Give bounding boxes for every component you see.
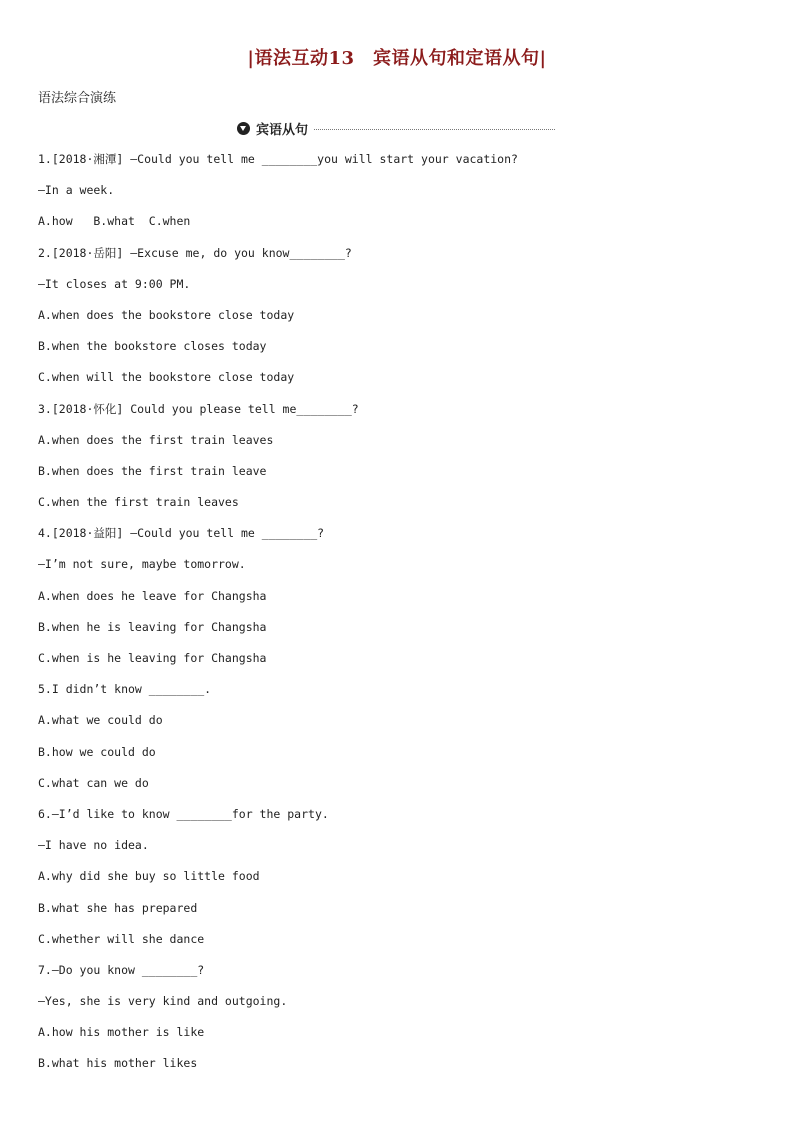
section-label: 宾语从句	[256, 122, 309, 138]
option-c: C.what can we do	[38, 775, 149, 790]
option-c: C.whether will she dance	[38, 931, 205, 946]
answer-line: —Yes, she is very kind and outgoing.	[38, 994, 288, 1009]
answer-line: —In a week.	[38, 183, 115, 198]
question-line: 6.—I’d like to know ________for the party.	[38, 806, 329, 821]
option-a: A.when does he leave for Changsha	[38, 588, 267, 603]
option-a: A.when does the bookstore close today	[38, 307, 295, 322]
option-a: A.what we could do	[38, 713, 163, 728]
option-a: A.when does the first train leaves	[38, 432, 274, 447]
question-line: 1.[2018·湘潭] —Could you tell me ________you will start your vacation?	[38, 152, 518, 166]
option-a: A.how his mother is like	[38, 1025, 205, 1040]
option-b: B.what his mother likes	[38, 1056, 198, 1071]
triangle-down-icon	[237, 122, 250, 135]
question-line: 3.[2018·怀化] Could you please tell me________?	[38, 401, 359, 416]
question-line: 5.I didn’t know ________.	[38, 682, 212, 697]
page-title: |语法互动13 宾语从句和定语从句|	[247, 48, 547, 69]
answer-line: —I’m not sure, maybe tomorrow.	[38, 557, 246, 572]
option-b: B.how we could do	[38, 744, 156, 759]
options-line: A.how B.what C.when	[38, 214, 191, 229]
option-c: C.when will the bookstore close today	[38, 370, 295, 385]
option-c: C.when the first train leaves	[38, 495, 239, 510]
answer-line: —It closes at 9:00 PM.	[38, 276, 191, 291]
section-divider	[314, 129, 555, 130]
question-line: 2.[2018·岳阳] —Excuse me, do you know________?	[38, 245, 352, 260]
option-c: C.when is he leaving for Changsha	[38, 651, 267, 665]
answer-line: —I have no idea.	[38, 838, 149, 853]
section-header	[237, 119, 555, 137]
option-a: A.why did she buy so little food	[38, 869, 260, 884]
page-subtitle: 语法综合演练	[38, 91, 117, 106]
question-line: 4.[2018·益阳] —Could you tell me ________?	[38, 526, 325, 541]
question-line: 7.—Do you know ________?	[38, 962, 205, 977]
question-list	[38, 150, 758, 1086]
option-b: B.when the bookstore closes today	[38, 339, 267, 354]
option-b: B.when he is leaving for Changsha	[38, 619, 267, 634]
option-b: B.what she has prepared	[38, 900, 198, 915]
option-b: B.when does the first train leave	[38, 463, 267, 478]
